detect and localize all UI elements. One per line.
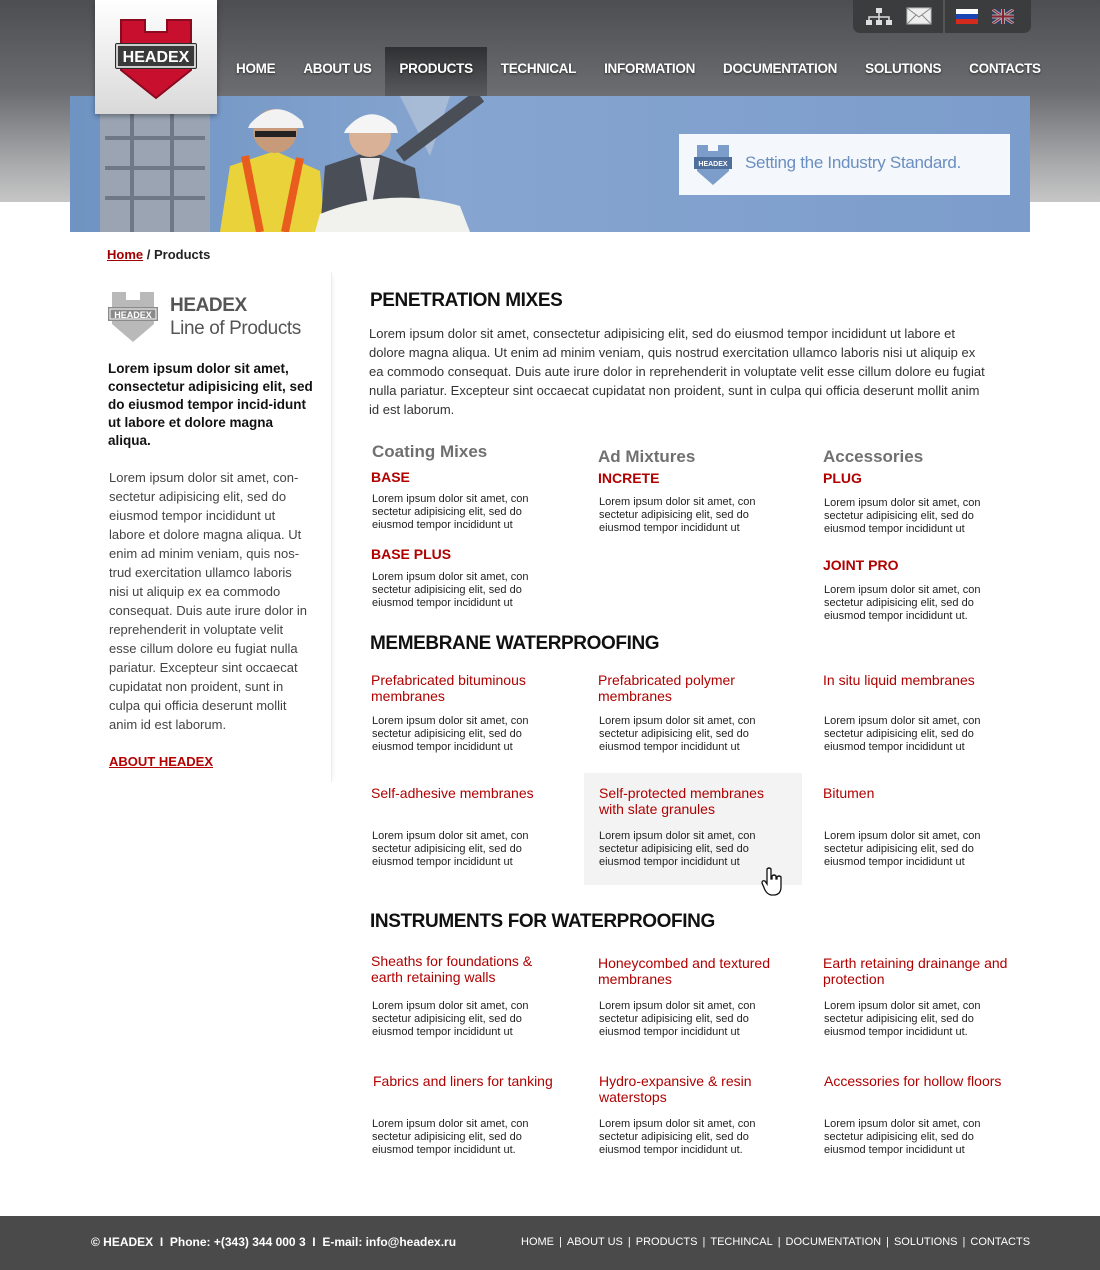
product-link-base[interactable]: BASE: [371, 469, 410, 485]
category-accessories: Accessories: [823, 447, 924, 466]
product-desc: Lorem ipsum dolor sit amet, con sectetur adipisicing elit, sed do eiusmod tempor incididunt ut: [824, 497, 981, 535]
product-link-drainage[interactable]: Earth retaining drainange and protection: [823, 955, 1008, 987]
nav-about-us[interactable]: ABOUT US: [303, 61, 372, 76]
breadcrumb-current: Products: [153, 247, 211, 262]
svg-text:HEADEX: HEADEX: [114, 310, 152, 320]
breadcrumb: [107, 247, 210, 262]
footer-divider: I: [312, 1235, 316, 1249]
product-desc: Lorem ipsum dolor sit amet, con sectetur adipisicing elit, sed do eiusmod tempor incididunt ut: [372, 830, 529, 868]
footer-phone: Phone: +(343) 344 000 3: [169, 1235, 306, 1249]
product-link-increte[interactable]: INCRETE: [598, 470, 660, 486]
product-link-fabrics[interactable]: Fabrics and liners for tanking: [373, 1073, 553, 1089]
sidebar-title: HEADEX Line of Products: [170, 295, 301, 339]
section-title-penetration: PENETRATION MIXES: [370, 290, 563, 311]
construction-workers-image: [70, 96, 490, 232]
footer-contact-info: [91, 1235, 456, 1249]
utility-bar: [853, 0, 1031, 33]
product-desc: Lorem ipsum dolor sit amet, con sectetur adipisicing elit, sed do eiusmod tempor incididunt ut: [824, 830, 981, 868]
footer-nav-solutions[interactable]: SOLUTIONS: [893, 1236, 958, 1248]
footer-nav-separator: |: [962, 1236, 966, 1248]
site-logo[interactable]: [95, 0, 217, 114]
product-desc: Lorem ipsum dolor sit amet, con sectetur adipisicing elit, sed do eiusmod tempor incididunt ut: [599, 715, 756, 753]
footer-nav-about-us[interactable]: ABOUT US: [566, 1236, 623, 1248]
utility-divider: [943, 0, 945, 33]
sidebar-lead: Lorem ipsum dolor sit amet, consectetur adipisicing elit, sed do eiusmod tempor incid-idunt ut labore et dolore magna aliqua.: [108, 361, 313, 448]
footer-email[interactable]: E-mail: info@headex.ru: [322, 1235, 457, 1249]
nav-products[interactable]: PRODUCTS: [385, 47, 486, 96]
footer-nav-technical[interactable]: TECHINCAL: [710, 1236, 773, 1248]
footer-nav-home[interactable]: HOME: [521, 1236, 554, 1248]
slogan-text: Setting the Industry Standard.: [745, 153, 961, 172]
product-desc: Lorem ipsum dolor sit amet, con sectetur adipisicing elit, sed do eiusmod tempor incididunt ut: [372, 493, 529, 531]
footer-nav-documentation[interactable]: DOCUMENTATION: [785, 1236, 882, 1248]
breadcrumb-home-link[interactable]: Home: [107, 247, 144, 262]
footer: [0, 1216, 1100, 1270]
about-headex-link[interactable]: ABOUT HEADEX: [109, 754, 214, 769]
product-desc: Lorem ipsum dolor sit amet, con sectetur adipisicing elit, sed do eiusmod tempor incididunt ut: [599, 1000, 756, 1038]
sitemap-icon[interactable]: [865, 7, 893, 27]
footer-divider: I: [159, 1235, 164, 1249]
footer-nav-separator: |: [559, 1236, 562, 1248]
footer-nav-separator: |: [702, 1236, 706, 1248]
product-link-honeycombed[interactable]: Honeycombed and textured membranes: [598, 955, 770, 987]
nav-documentation[interactable]: DOCUMENTATION: [723, 61, 838, 76]
product-desc: Lorem ipsum dolor sit amet, con sectetur adipisicing elit, sed do eiusmod tempor incididunt ut: [824, 715, 981, 753]
product-link-liquid[interactable]: In situ liquid membranes: [823, 672, 975, 688]
headex-grey-logo-icon: [107, 290, 159, 344]
footer-navigation: [521, 1236, 1030, 1248]
product-link-polymer[interactable]: Prefabricated polymer membranes: [598, 672, 735, 704]
nav-contacts[interactable]: CONTACTS: [969, 61, 1041, 76]
sidebar-body: Lorem ipsum dolor sit amet, con-sectetur adipisicing elit, sed do eiusmod tempor incididunt ut labore et dolore magna aliqua. Ut enim ad minim veniam, quis nos-trud exercitation ullamco laboris nisi ut aliquip ex ea commodo consequat. Duis aute irure dolor in reprehenderit in voluptate velit esse cillum dolore eu fugiat nulla pariatur. Excepteur sint occaecat cupidatat non proident, sunt in culpa qui officia deserunt mollit anim id est laborum.: [109, 470, 308, 732]
footer-nav-products[interactable]: PRODUCTS: [635, 1236, 698, 1248]
product-link-joint-pro[interactable]: JOINT PRO: [823, 557, 899, 573]
headex-logo-icon: [113, 16, 199, 102]
hero-banner: [70, 96, 1030, 232]
section-title-membrane: MEMEBRANE WATERPROOFING: [370, 633, 660, 654]
nav-home[interactable]: HOME: [236, 61, 276, 76]
product-link-base-plus[interactable]: BASE PLUS: [371, 546, 452, 562]
main-navigation: [222, 47, 1055, 96]
product-desc: Lorem ipsum dolor sit amet, con sectetur adipisicing elit, sed do eiusmod tempor incididunt ut: [372, 571, 529, 609]
product-desc: Lorem ipsum dolor sit amet, con sectetur adipisicing elit, sed do eiusmod tempor incididunt ut: [824, 1118, 981, 1156]
product-desc: Lorem ipsum dolor sit amet, con sectetur adipisicing elit, sed do eiusmod tempor incididunt ut.: [599, 1118, 756, 1156]
category-coating-mixes: Coating Mixes: [372, 442, 488, 461]
headex-small-logo-icon: [693, 143, 733, 187]
slogan-box: [679, 134, 1010, 195]
product-desc: Lorem ipsum dolor sit amet, con sectetur adipisicing elit, sed do eiusmod tempor incididunt ut: [599, 830, 756, 868]
product-desc: Lorem ipsum dolor sit amet, con sectetur adipisicing elit, sed do eiusmod tempor incididunt ut: [372, 715, 529, 753]
product-link-bituminous[interactable]: Prefabricated bituminous membranes: [371, 672, 526, 704]
footer-nav-contacts[interactable]: CONTACTS: [970, 1236, 1031, 1248]
breadcrumb-separator: /: [143, 247, 154, 262]
footer-copyright: © HEADEX: [91, 1235, 154, 1249]
footer-nav-separator: |: [627, 1236, 631, 1248]
section-title-instruments: INSTRUMENTS FOR WATERPROOFING: [370, 911, 715, 932]
section-intro: Lorem ipsum dolor sit amet, consectetur adipisicing elit, sed do eiusmod tempor incididunt ut labore et dolore magna aliqua. Ut enim ad minim veniam, quis nostrud exercitation ullamco laboris nisi ut aliquip ex ea commodo consequat. Duis aute irure dolor in reprehenderit in voluptate velit esse cillum dolore eu fugiat nulla pariatur. Excepteur sint occaecat cupidatat non proident, sunt in culpa qui officia deserunt mollit anim id est laborum.: [369, 326, 985, 417]
mail-icon[interactable]: [906, 7, 932, 25]
product-desc: Lorem ipsum dolor sit amet, con sectetur adipisicing elit, sed do eiusmod tempor incididunt ut.: [824, 584, 981, 622]
hand-pointer-cursor-icon: [760, 867, 784, 897]
nav-information[interactable]: INFORMATION: [604, 61, 696, 76]
product-link-hollow-floors[interactable]: Accessories for hollow floors: [824, 1073, 1002, 1089]
product-link-plug[interactable]: PLUG: [823, 470, 862, 486]
footer-nav-separator: |: [886, 1236, 889, 1248]
product-desc: Lorem ipsum dolor sit amet, con sectetur adipisicing elit, sed do eiusmod tempor incididunt ut.: [372, 1118, 529, 1156]
product-link-waterstops[interactable]: Hydro-expansive & resin waterstops: [599, 1073, 752, 1105]
product-link-bitumen[interactable]: Bitumen: [823, 785, 875, 801]
product-desc: Lorem ipsum dolor sit amet, con sectetur adipisicing elit, sed do eiusmod tempor incididunt ut: [599, 496, 756, 534]
uk-flag-icon[interactable]: [992, 9, 1014, 24]
product-desc: Lorem ipsum dolor sit amet, con sectetur adipisicing elit, sed do eiusmod tempor incididunt ut: [372, 1000, 529, 1038]
product-link-self-protected[interactable]: Self-protected membranes with slate granules: [599, 785, 764, 817]
nav-solutions[interactable]: SOLUTIONS: [865, 61, 942, 76]
svg-text:HEADEX: HEADEX: [698, 161, 728, 168]
category-ad-mixtures: Ad Mixtures: [598, 447, 696, 466]
russian-flag-icon[interactable]: [956, 9, 978, 24]
sidebar: [107, 272, 332, 782]
product-link-sheaths[interactable]: Sheaths for foundations & earth retaining walls: [371, 953, 533, 985]
nav-technical[interactable]: TECHNICAL: [500, 61, 577, 76]
footer-nav-separator: |: [777, 1236, 781, 1248]
product-desc: Lorem ipsum dolor sit amet, con sectetur adipisicing elit, sed do eiusmod tempor incididunt ut.: [824, 1000, 981, 1038]
svg-text:HEADEX: HEADEX: [122, 49, 190, 66]
product-link-self-adhesive[interactable]: Self-adhesive membranes: [371, 785, 534, 801]
